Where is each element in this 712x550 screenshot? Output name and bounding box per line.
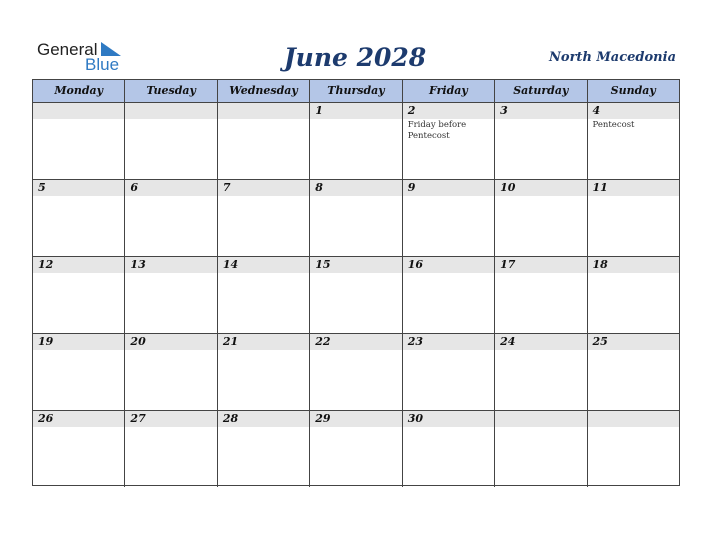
day-number: 20 <box>130 335 146 348</box>
day-number: 10 <box>500 181 516 194</box>
weekday-header: Saturday <box>495 80 587 102</box>
day-cell[interactable] <box>403 103 495 179</box>
logo-flag-icon <box>101 42 121 56</box>
day-cell[interactable] <box>588 334 679 410</box>
day-cell[interactable] <box>310 180 402 256</box>
day-header-band <box>33 103 124 119</box>
day-number: 5 <box>38 181 46 194</box>
day-header-band <box>218 180 309 196</box>
day-cell[interactable] <box>495 103 587 179</box>
day-cell[interactable] <box>588 103 679 179</box>
day-cell[interactable] <box>218 334 310 410</box>
weeks-container <box>33 103 679 487</box>
holiday-label: Pentecost <box>592 120 635 130</box>
day-cell[interactable] <box>218 180 310 256</box>
day-number: 17 <box>500 258 516 271</box>
day-cell[interactable] <box>310 257 402 333</box>
day-number: 26 <box>38 412 54 425</box>
day-header-band <box>125 180 216 196</box>
country-name: North Macedonia <box>549 50 676 65</box>
day-number: 25 <box>592 335 608 348</box>
day-cell[interactable] <box>403 334 495 410</box>
day-header-band <box>218 103 309 119</box>
day-number: 18 <box>592 258 608 271</box>
weekday-header: Monday <box>33 80 125 102</box>
day-header-band <box>125 103 216 119</box>
day-number: 3 <box>500 104 508 117</box>
day-number: 1 <box>315 104 323 117</box>
day-header-band <box>588 103 679 119</box>
day-cell[interactable] <box>403 180 495 256</box>
day-header-band <box>403 180 494 196</box>
day-number: 9 <box>407 181 416 194</box>
day-header-band <box>495 103 586 119</box>
day-number: 8 <box>315 181 323 194</box>
day-number: 27 <box>130 412 146 425</box>
week-row <box>33 334 679 411</box>
day-cell[interactable] <box>33 103 125 179</box>
day-number: 23 <box>407 335 423 348</box>
day-cell[interactable] <box>125 180 217 256</box>
day-cell[interactable] <box>33 334 125 410</box>
day-cell[interactable] <box>125 103 217 179</box>
day-number: 24 <box>500 335 516 348</box>
week-row <box>33 103 679 180</box>
week-row <box>33 411 679 487</box>
day-cell[interactable] <box>218 103 310 179</box>
day-cell[interactable] <box>403 257 495 333</box>
day-number: 13 <box>130 258 146 271</box>
day-cell[interactable] <box>310 334 402 410</box>
day-cell[interactable] <box>218 257 310 333</box>
day-number: 12 <box>38 258 54 271</box>
day-cell[interactable] <box>588 257 679 333</box>
weekday-header-row <box>33 80 679 103</box>
day-cell[interactable] <box>125 257 217 333</box>
weekday-header: Friday <box>403 80 495 102</box>
weekday-header: Wednesday <box>218 80 310 102</box>
holiday-label: Friday before Pentecost <box>407 120 467 141</box>
weekday-header: Sunday <box>610 84 656 97</box>
day-cell[interactable] <box>495 180 587 256</box>
day-cell[interactable] <box>495 257 587 333</box>
day-number: 14 <box>222 258 239 271</box>
day-number: 11 <box>592 181 608 194</box>
day-number: 30 <box>407 412 423 425</box>
day-header-band <box>403 103 494 119</box>
day-cell[interactable] <box>218 411 310 487</box>
day-cell[interactable] <box>403 411 495 487</box>
day-cell[interactable] <box>588 180 679 256</box>
week-row <box>33 257 679 334</box>
logo-text-blue: Blue <box>85 55 120 74</box>
page-title: June 2028 <box>283 43 427 72</box>
day-header-band <box>33 180 124 196</box>
week-row <box>33 180 679 257</box>
day-cell[interactable] <box>588 411 679 487</box>
day-cell[interactable] <box>495 334 587 410</box>
day-header-band <box>588 411 679 427</box>
day-number: 29 <box>315 412 331 425</box>
logo-text-general: General <box>37 40 98 59</box>
day-number: 6 <box>130 181 139 194</box>
day-header-band <box>310 180 401 196</box>
day-number: 15 <box>315 258 331 271</box>
day-number: 28 <box>222 412 239 425</box>
day-number: 7 <box>222 181 231 194</box>
brand-logo <box>37 40 127 74</box>
weekday-header: Tuesday <box>125 80 217 102</box>
day-number: 2 <box>407 104 416 117</box>
weekday-header: Thursday <box>310 80 402 102</box>
day-cell[interactable] <box>125 334 217 410</box>
day-header-band <box>495 411 586 427</box>
day-number: 22 <box>315 335 331 348</box>
day-cell[interactable] <box>33 411 125 487</box>
day-number: 16 <box>407 258 423 271</box>
day-number: 21 <box>222 335 239 348</box>
day-cell[interactable] <box>310 411 402 487</box>
day-number: 4 <box>592 104 601 117</box>
day-cell[interactable] <box>33 180 125 256</box>
day-header-band <box>310 103 401 119</box>
day-number: 19 <box>38 335 54 348</box>
day-cell[interactable] <box>310 103 402 179</box>
day-cell[interactable] <box>125 411 217 487</box>
day-cell[interactable] <box>495 411 587 487</box>
calendar-grid <box>32 79 680 486</box>
day-cell[interactable] <box>33 257 125 333</box>
